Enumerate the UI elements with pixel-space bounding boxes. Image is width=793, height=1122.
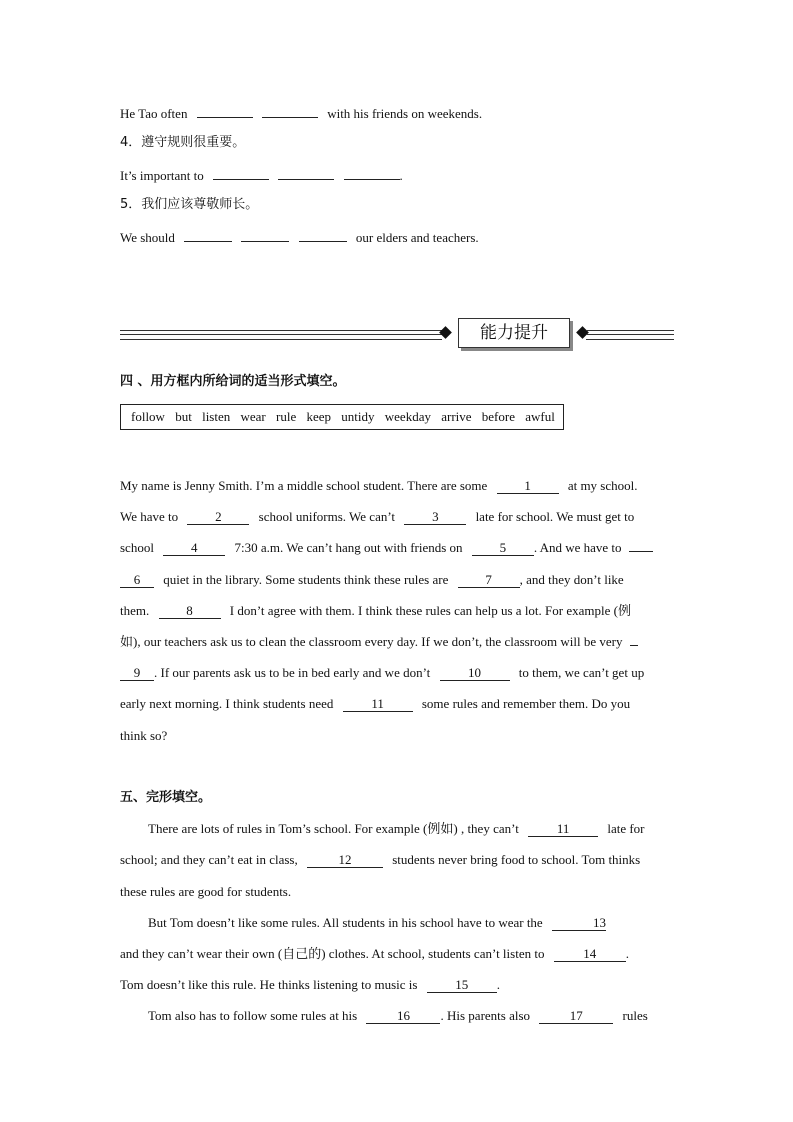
answer-blank-start[interactable] [629,551,653,552]
answer-blank[interactable]: 2 [187,510,249,525]
passage-text: school; and they can’t eat in class, [120,852,298,867]
sentence-text: It’s important to [120,168,204,183]
passage-text: , and they don’t like [519,572,624,587]
answer-blank[interactable] [344,166,400,180]
passage-text: But Tom doesn’t like some rules. All students in his school have to wear the [148,915,543,930]
answer-blank[interactable]: 1 [497,479,559,494]
word-box-item: keep [306,409,332,424]
answer-blank[interactable]: 13 [552,916,606,931]
answer-blank[interactable]: 16 [366,1009,440,1024]
answer-blank[interactable]: 12 [307,853,383,868]
passage-text: . If our parents ask us to be in bed early and we don’t [154,665,431,680]
answer-blank[interactable]: 4 [163,541,225,556]
answer-blank[interactable]: 17 [539,1009,613,1024]
section-4-heading: 四 、用方框内所给词的适当形式填空。 [120,374,346,389]
word-box [120,404,564,430]
sentence-text: our elders and teachers. [355,230,479,245]
answer-blank[interactable]: 7 [458,573,520,588]
word-box-item: weekday [384,409,431,424]
sentence-text: with his friends on weekends. [327,106,483,121]
passage-text: some rules and remember them. Do you [421,696,631,711]
passage-text: There are lots of rules in Tom’s school. For example (例如) , they can’t [148,821,519,836]
answer-blank-start[interactable] [630,645,638,646]
passage-text: students never bring food to school. Tom thinks [392,852,641,867]
word-box-item: follow [131,409,165,424]
passage-text: We have to [120,509,179,524]
cloze-line [148,821,645,837]
passage-line [120,728,167,744]
passage-text: Tom also has to follow some rules at his [148,1008,358,1023]
passage-text: them. [120,603,150,618]
answer-blank[interactable]: 6 [120,573,154,588]
word-box-item: awful [525,409,555,424]
sentence-3-english [120,104,482,122]
cloze-line [148,915,606,931]
cloze-line [120,884,291,900]
word-box-item: untidy [341,409,375,424]
passage-text: and they can’t wear their own (自己的) clothes. At school, students can’t listen to [120,946,545,961]
passage-text: Tom doesn’t like this rule. He thinks listening to music is [120,977,418,992]
cloze-line [148,1008,648,1024]
passage-text: to them, we can’t get up [518,665,645,680]
passage-text: school uniforms. We can’t [258,509,396,524]
word-box-item: rule [276,409,297,424]
passage-text: late for [607,821,645,836]
answer-blank[interactable]: 3 [404,510,466,525]
answer-blank[interactable]: 5 [472,541,534,556]
sentence-4-english [120,166,403,184]
passage-text: . [496,977,500,992]
sentence-text: . [399,168,403,183]
passage-line [120,509,634,525]
passage-line [120,572,624,588]
question-4-chinese: 4．遵守规则很重要。 [120,135,246,150]
answer-blank[interactable]: 10 [440,666,510,681]
cloze-line [120,852,640,868]
passage-line [120,665,644,681]
cloze-line [120,946,629,962]
passage-line [120,540,653,556]
word-box-item: listen [202,409,231,424]
answer-blank[interactable]: 15 [427,978,497,993]
word-box-item: but [175,409,192,424]
answer-blank[interactable] [262,104,318,118]
answer-blank[interactable]: 11 [343,697,413,712]
answer-blank[interactable]: 11 [528,822,598,837]
passage-line [120,478,638,494]
answer-blank[interactable]: 9 [120,666,154,681]
answer-blank[interactable] [278,166,334,180]
answer-blank[interactable] [197,104,253,118]
section-banner [120,318,674,352]
passage-text: I don’t agree with them. I think these rules can help us a lot. For example (例 [229,603,631,618]
passage-line [120,634,638,650]
passage-text: these rules are good for students. [120,884,292,899]
answer-blank[interactable]: 8 [159,604,221,619]
passage-text: school [120,540,154,555]
answer-blank[interactable] [241,228,289,242]
answer-blank[interactable]: 14 [554,947,626,962]
question-5-chinese: 5．我们应该尊敬师长。 [120,197,259,212]
passage-text: think so? [120,728,168,743]
passage-text: . His parents also [440,1008,531,1023]
banner-rule-left [120,330,442,340]
section-5-heading: 五、完形填空。 [120,790,212,805]
passage-text: My name is Jenny Smith. I’m a middle school student. There are some [120,478,488,493]
cloze-line [120,977,500,993]
sentence-5-english [120,228,479,246]
passage-text: 如), our teachers ask us to clean the classroom every day. If we don’t, the classroom will be very [120,634,623,649]
sentence-text: We should [120,230,175,245]
answer-blank[interactable] [213,166,269,180]
passage-line [120,603,631,619]
passage-line [120,696,630,712]
answer-blank[interactable] [184,228,232,242]
sentence-text: He Tao often [120,106,188,121]
passage-text: quiet in the library. Some students think these rules are [163,572,449,587]
answer-blank[interactable] [299,228,347,242]
passage-text: late for school. We must get to [475,509,635,524]
passage-text: . And we have to [533,540,622,555]
word-box-item: arrive [441,409,472,424]
word-box-item: before [481,409,515,424]
passage-text: rules [622,1008,648,1023]
passage-text: 7:30 a.m. We can’t hang out with friends on [234,540,463,555]
banner-title: 能力提升 [458,318,570,348]
banner-rule-right [586,330,674,340]
passage-text: early next morning. I think students need [120,696,334,711]
word-box-item: wear [240,409,266,424]
passage-text: at my school. [567,478,638,493]
passage-text: . [625,946,629,961]
